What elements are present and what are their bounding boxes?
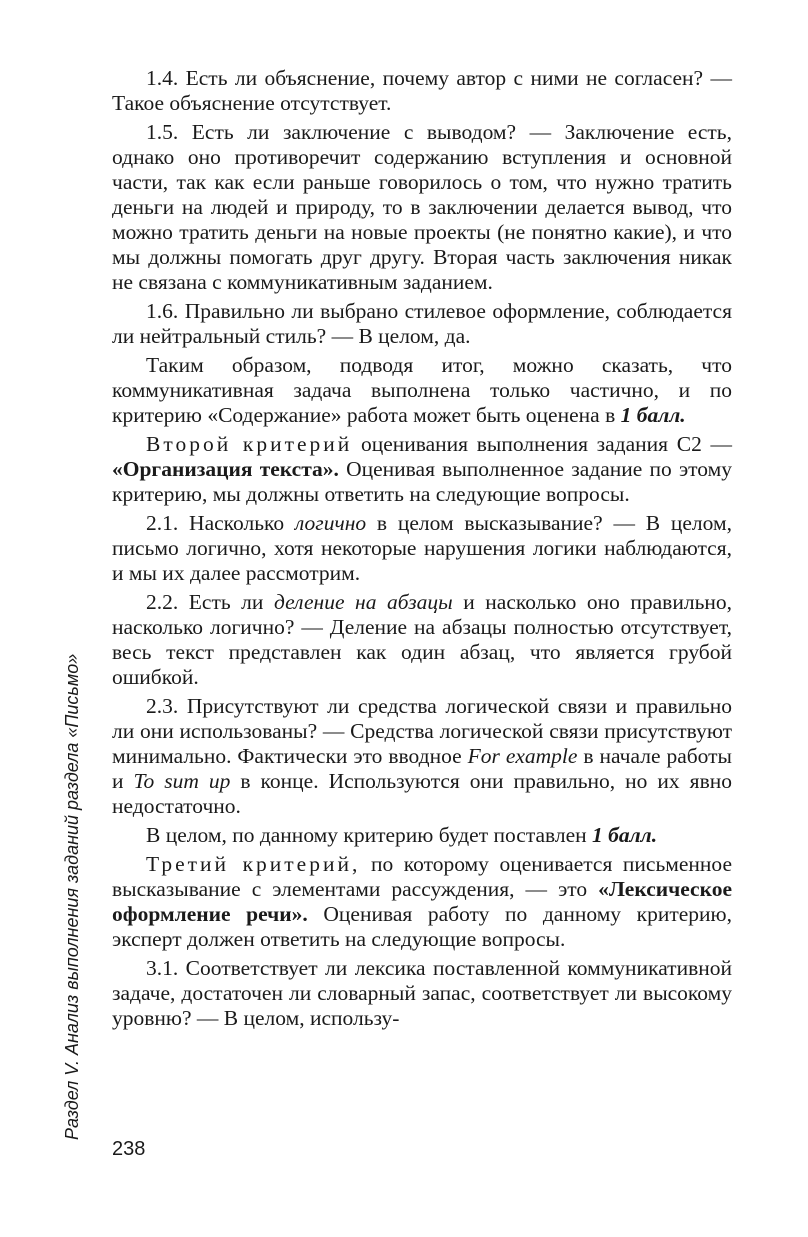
page-number: 238 bbox=[112, 1138, 146, 1160]
running-head: Раздел V. Анализ выполнения заданий раздела «Письмо» bbox=[62, 653, 82, 1140]
q21-italic: логично bbox=[294, 511, 367, 535]
summary-2-text: В целом, по данному критерию будет поставлен bbox=[146, 823, 593, 847]
paragraph-criterion-3 bbox=[112, 852, 732, 952]
criterion-2-title: Второй критерий bbox=[146, 432, 353, 456]
q23-c: в начале работы и bbox=[112, 744, 732, 793]
paragraph-3-1: 3.1. Соответствует ли лексика поставленной коммуникативной задаче, достаточен ли словарный запас, соответствует ли высокому уровню? — В целом, использу- bbox=[112, 956, 732, 1030]
criterion-2-text: оценивания выполнения задания С2 — bbox=[352, 432, 732, 456]
criterion-3-rest: Оценивая работу по данному критерию, эксперт должен ответить на следующие вопросы. bbox=[112, 902, 732, 951]
q21-a: 2.1. Насколько bbox=[146, 511, 295, 535]
paragraph-criterion-2 bbox=[112, 432, 732, 507]
page-body bbox=[112, 66, 732, 1035]
q22-italic: деление на абзацы bbox=[273, 590, 453, 614]
paragraph-1-5: 1.5. Есть ли заключение с выводом? — Заключение есть, однако оно противоречит содержанию вступления и основной части, так как если раньше говорилось о том, что нужно тратить деньги на людей и природу, то в заключении делается вывод, что можно тратить деньги на новые проекты (не понятно какие), и что мы должны помогать друг другу. Вторая часть заключения никак не связана с коммуникативным заданием. bbox=[112, 120, 732, 294]
paragraph-2-1 bbox=[112, 511, 732, 586]
paragraph-2-3 bbox=[112, 694, 732, 819]
q23-to-sum-up: To sum up bbox=[133, 769, 231, 793]
score-1: 1 балл. bbox=[620, 403, 686, 427]
paragraph-1-6: 1.6. Правильно ли выбрано стилевое оформление, соблюдается ли нейтральный стиль? — В целом, да. bbox=[112, 299, 732, 348]
criterion-3-name: «Лексическое оформление речи». bbox=[112, 877, 732, 926]
q23-e: в конце. Используются они правильно, но их явно недостаточно. bbox=[112, 769, 732, 818]
summary-text: Таким образом, подводя итог, можно сказать, что коммуникативная задача выполнена только частично, и по критерию «Содержание» работа может быть оценена в bbox=[112, 353, 732, 427]
criterion-2-rest: Оценивая выполненное задание по этому критерию, мы должны ответить на следующие вопросы. bbox=[112, 457, 732, 506]
score-2: 1 балл. bbox=[592, 823, 658, 847]
q23-a: 2.3. Присутствуют ли средства логической связи и правильно ли они использованы? — Средства логической связи присутствуют минимально. Фактически это вводное bbox=[112, 694, 732, 768]
paragraph-1-4: 1.4. Есть ли объяснение, почему автор с ними не согласен? — Такое объяснение отсутствует. bbox=[112, 66, 732, 115]
paragraph-2-2 bbox=[112, 590, 732, 690]
criterion-2-name: «Организация текста». bbox=[112, 457, 339, 481]
paragraph-summary-1 bbox=[112, 353, 732, 428]
q22-c: и насколько оно правильно, насколько логично? — Деление на абзацы полностью отсутствует, весь текст представлен как один абзац, что является грубой ошибкой. bbox=[112, 590, 733, 689]
q23-for-example: For example bbox=[467, 744, 578, 768]
q22-a: 2.2. Есть ли bbox=[146, 590, 274, 614]
paragraph-summary-2 bbox=[112, 823, 732, 848]
q21-c: в целом высказывание? — В целом, письмо логично, хотя некоторые нарушения логики наблюдаются, и мы их далее рассмотрим. bbox=[112, 511, 732, 585]
criterion-3-text: по которому оценивается письменное высказывание с элементами рассуждения, — это bbox=[112, 852, 732, 901]
criterion-3-title: Третий критерий, bbox=[146, 852, 361, 876]
